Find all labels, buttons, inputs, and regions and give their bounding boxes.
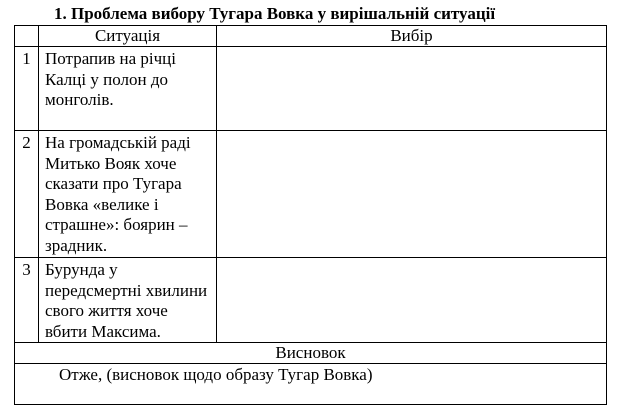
- number-column-header: [15, 26, 39, 47]
- conclusion-header: Висновок: [15, 343, 607, 364]
- table-row: [15, 258, 607, 343]
- table-row: [15, 131, 607, 258]
- situation-cell: Потрапив на річці Калці у полон до монголів.: [39, 47, 217, 131]
- conclusion-row: [15, 364, 607, 405]
- row-number-cell: 1: [15, 47, 39, 131]
- table-row: [15, 47, 607, 131]
- row-number-cell: 2: [15, 131, 39, 258]
- choice-cell[interactable]: [217, 258, 607, 343]
- choice-cell[interactable]: [217, 131, 607, 258]
- choice-table: [14, 25, 607, 405]
- conclusion-text[interactable]: Отже, (висновок щодо образу Тугар Вовка): [15, 364, 607, 405]
- situation-cell: На громадській раді Митько Вояк хоче сказати про Тугара Вовка «велике і страшне»: боярин – зрадник.: [39, 131, 217, 258]
- situation-cell: Бурунда у передсмертні хвилини свого життя хоче вбити Максима.: [39, 258, 217, 343]
- situation-column-header: Ситуація: [39, 26, 217, 47]
- choice-column-header: Вибір: [217, 26, 607, 47]
- conclusion-header-row: [15, 343, 607, 364]
- page-title: 1. Проблема вибору Тугара Вовка у вирішальній ситуації: [54, 4, 496, 23]
- choice-cell[interactable]: [217, 47, 607, 131]
- table-header-row: [15, 26, 607, 47]
- row-number-cell: 3: [15, 258, 39, 343]
